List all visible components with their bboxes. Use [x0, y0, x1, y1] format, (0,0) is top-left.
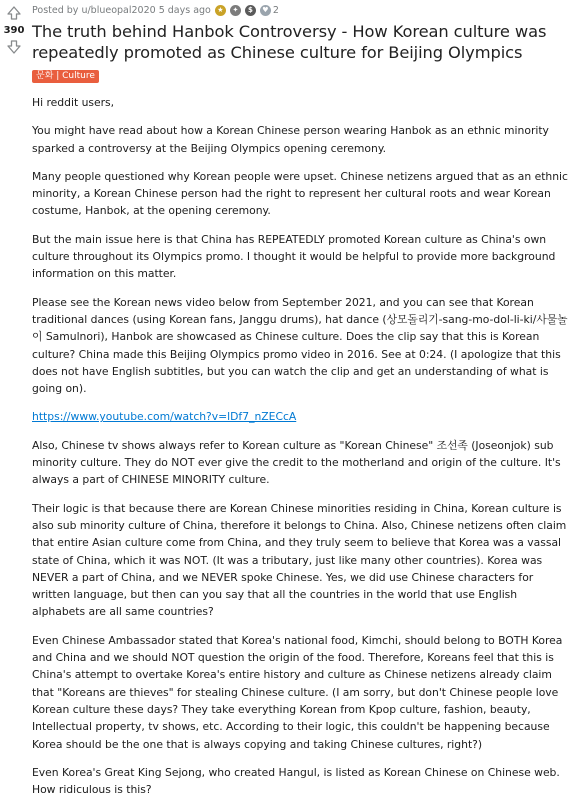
posted-by-text[interactable]: Posted by u/blueopal2020 5 days ago	[32, 4, 211, 16]
helpful-award-icon[interactable]: ♥	[260, 5, 271, 16]
post-flair[interactable]: 문화 | Culture	[32, 70, 99, 83]
coin-award-icon[interactable]: $	[245, 5, 256, 16]
vote-score: 390	[3, 25, 25, 36]
silver-award-icon[interactable]: ✦	[230, 5, 241, 16]
paragraph-link	[32, 408, 572, 425]
paragraph-king-sejong: Even Korea's Great King Sejong, who created Hangul, is listed as Korean Chinese on Chinese web. How ridiculous is this?	[32, 765, 560, 797]
paragraph-greeting: Hi reddit users,	[32, 96, 115, 109]
post-body	[32, 94, 572, 798]
post-meta	[32, 2, 572, 18]
gold-award-icon[interactable]: ★	[215, 5, 226, 16]
vote-column	[0, 0, 28, 55]
paragraph-intro: You might have read about how a Korean Chinese person wearing Hanbok as an ethnic minority sparked a controversy at the Beijing Olympics opening ceremony.	[32, 124, 549, 155]
paragraph-netizens: Many people questioned why Korean people were upset. Chinese netizens argued that as an ethnic minority, a Korean Chinese person had the right to represent her cultural roots and wear Korean costume, Hanbok, at the opening ceremony.	[32, 169, 568, 218]
paragraph-main-issue: But the main issue here is that China has REPEATEDLY promoted Korean culture as China's own culture throughout its Olympics promo. I thought it would be helpful to provide more background information on this matter.	[32, 232, 556, 281]
paragraph-tv-shows: Also, Chinese tv shows always refer to Korean culture as "Korean Chinese" 조선족 (Joseonjok) sub minority culture. They do NOT ever give the credit to the motherland and origin of the culture. It's always a part of CHINESE MINORITY culture.	[32, 438, 561, 487]
downvote-icon[interactable]	[6, 39, 22, 55]
award-count: 2	[272, 4, 279, 16]
paragraph-news-video: Please see the Korean news video below from September 2021, and you can see that Korean traditional dances (using Korean fans, Janggu drums), hat dance (상모돌리기-sang-mo-dol-li-ki/사물놀이 Samulnori), Hanbok are showcased as Chinese culture. Does the clip say that this is Korean culture? China made this Beijing Olympics promo video in 2016. See at 0:24. (I apologize that this does not have English subtitles, but you can watch the clip and get an understanding of what is going on).	[32, 295, 568, 396]
youtube-link[interactable]: https://www.youtube.com/watch?v=lDf7_nZECcA	[32, 410, 297, 424]
paragraph-kimchi: Even Chinese Ambassador stated that Korea's national food, Kimchi, should belong to BOTH Korea and China and we should NOT question the origin of the food. Therefore, Koreans feel that this is China's attempt to overtake Korea's entire history and culture as Chinese netizens already claim that "Koreans are thieves" for stealing Chinese culture. (I am sorry, but don't Chinese people love Korean culture these days? They take everything Korean from Kpop culture, fashion, beauty, Intellectual property, tv shows, etc. According to their logic, this couldn't be happening because Korea should be the one that is always copying and taking Chinese cultures, right?)	[32, 633, 563, 751]
post-title[interactable]: The truth behind Hanbok Controversy - How Korean culture was repeatedly promoted as Chinese culture for Beijing Olympics	[32, 22, 547, 62]
post-content	[32, 0, 572, 809]
upvote-icon[interactable]	[6, 5, 22, 21]
paragraph-logic: Their logic is that because there are Korean Chinese minorities residing in China, Korean culture is also sub minority culture of China, therefore it belongs to China. Also, Chinese netizens often claim that entire Asian culture come from China, and they truly seem to believe that Korea was a vassal state of China, which it was NOT. (It was a tributary, just like many other countries). Korea was NEVER a part of China, and we NEVER spoke Chinese. Yes, we did use Chinese characters for written language, but then can you say that all the countries in the world that use English alphabets are all same countries?	[32, 501, 567, 619]
